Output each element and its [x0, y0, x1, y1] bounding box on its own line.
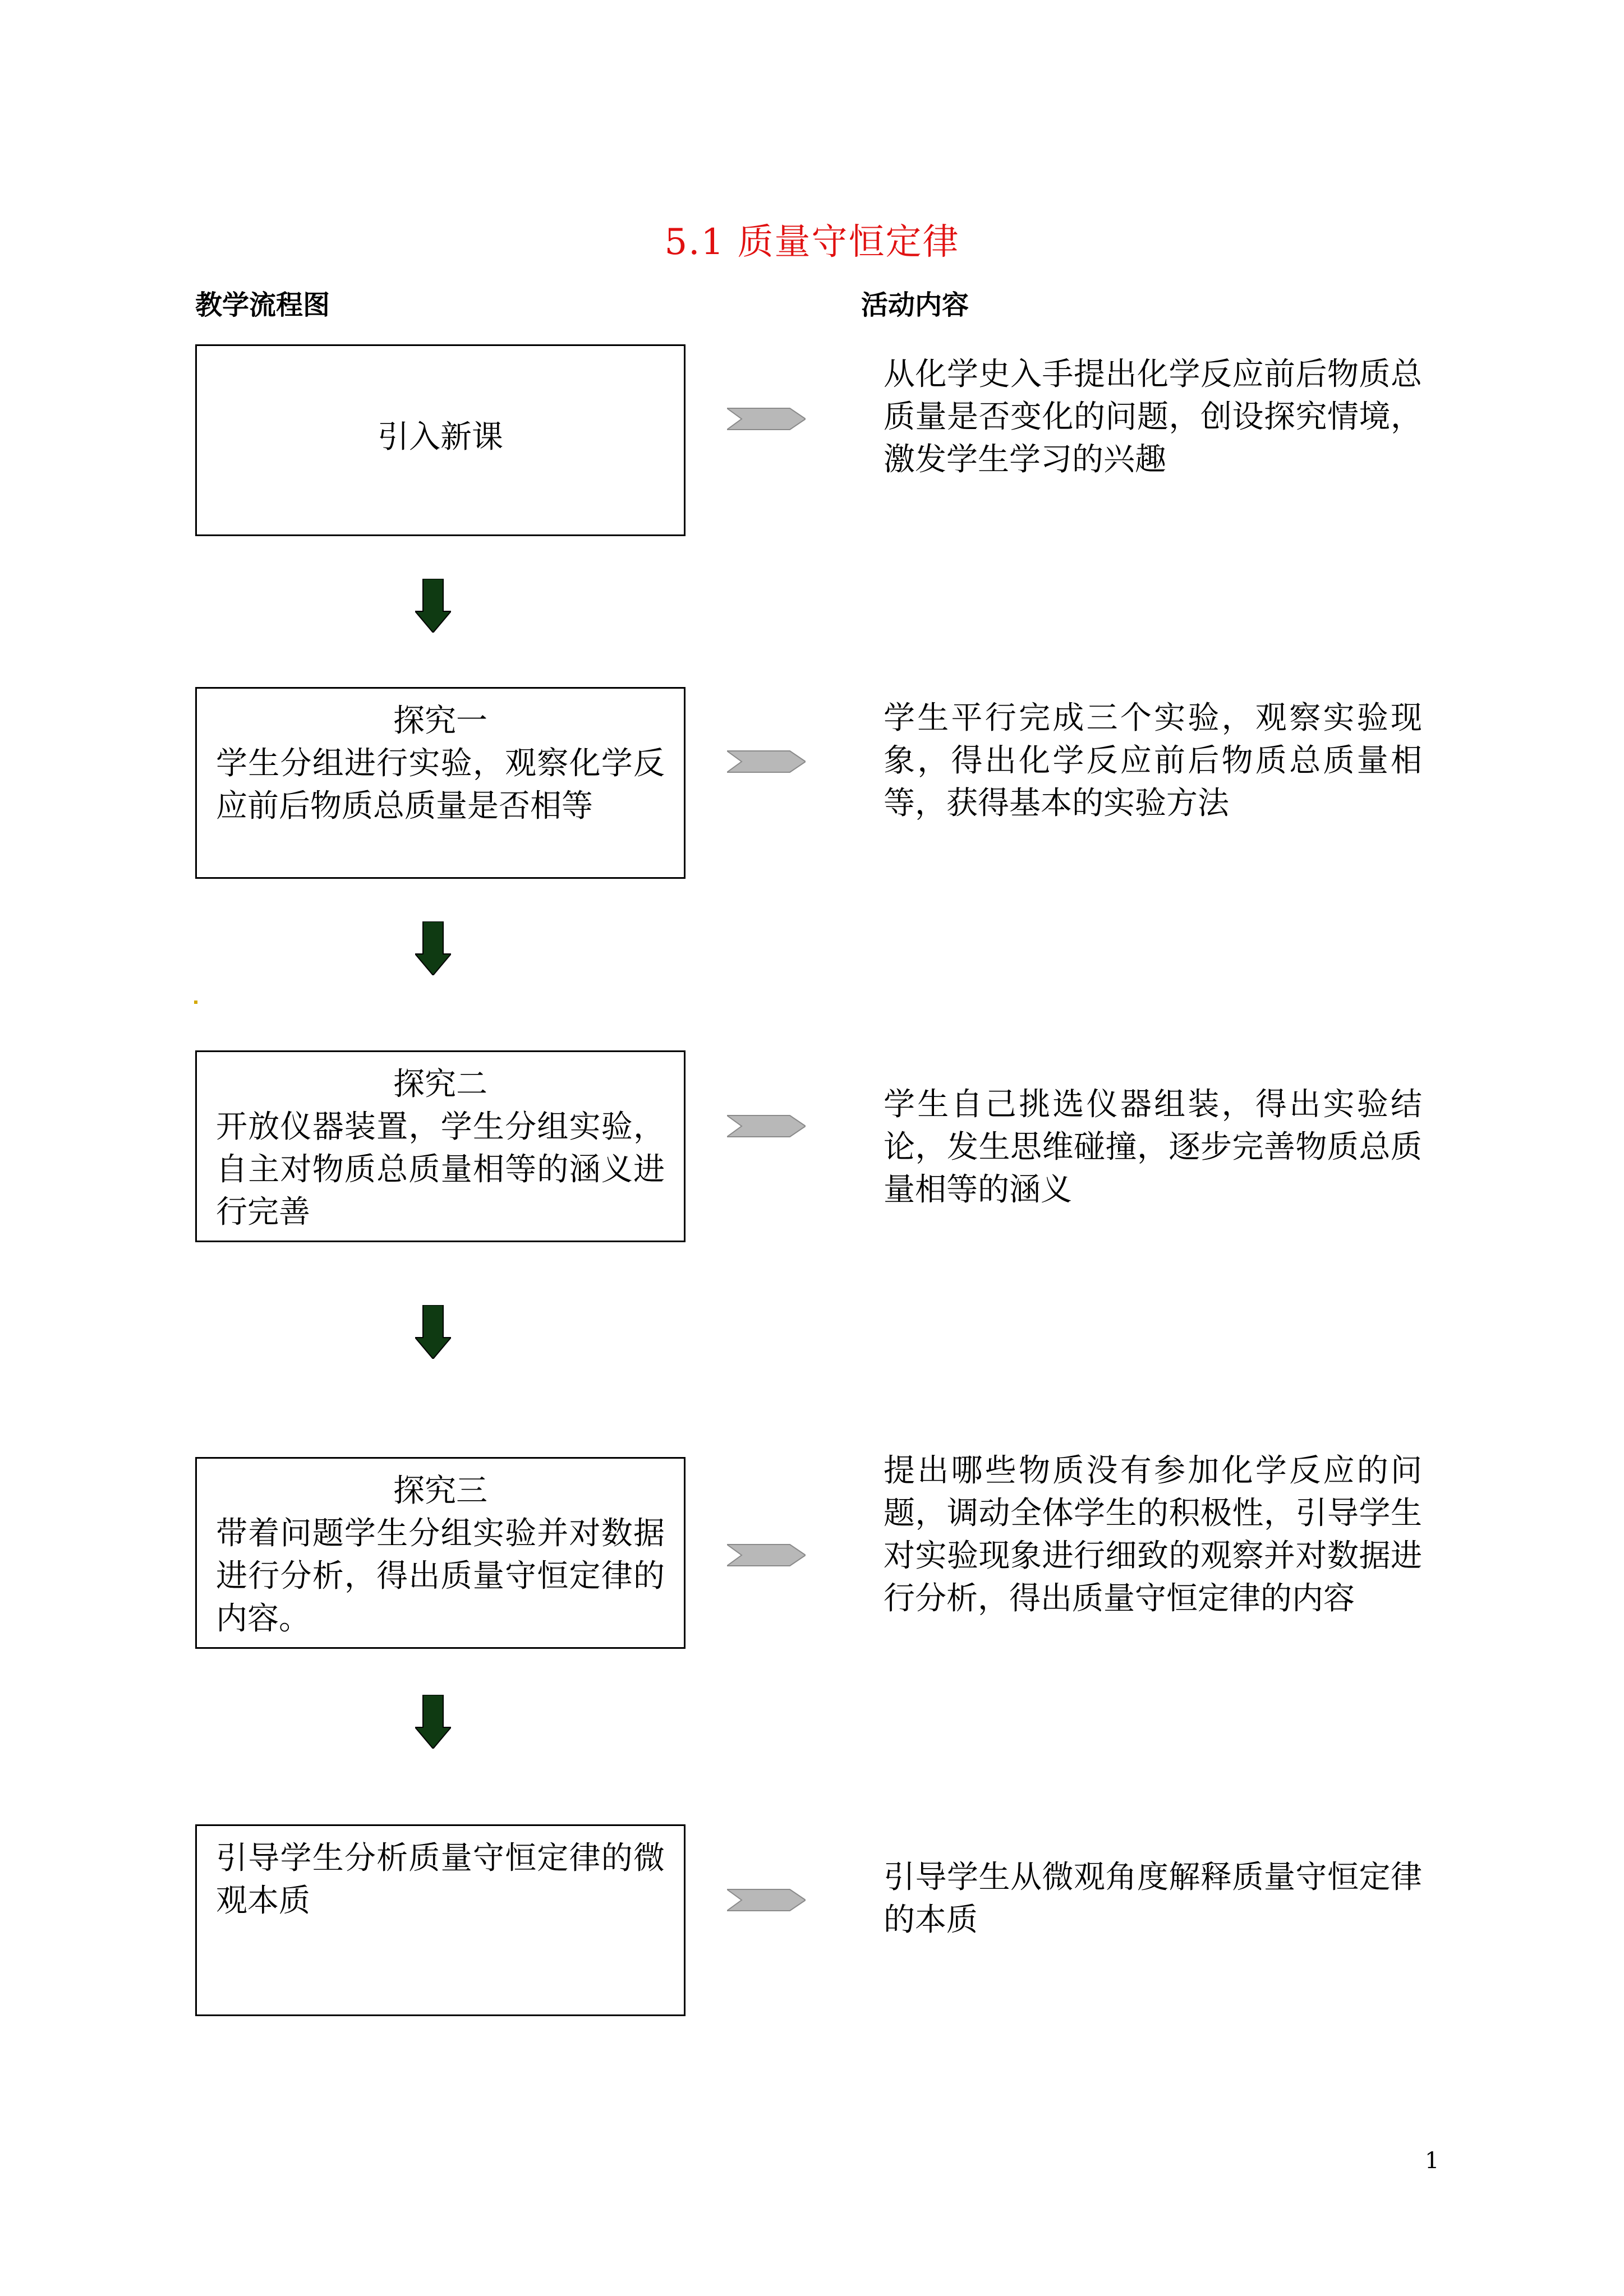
right-arrow-icon	[727, 1886, 806, 1914]
flow-box-body: 学生分组进行实验，观察化学反应前后物质总质量是否相等	[216, 745, 665, 824]
flow-box-body: 带着问题学生分组实验并对数据进行分析，得出质量守恒定律的内容。	[216, 1515, 665, 1637]
right-arrow-icon	[727, 1541, 806, 1569]
page-number: 1	[1425, 2148, 1439, 2174]
flow-box-head: 探究二	[393, 1066, 487, 1103]
right-arrow-icon	[727, 1112, 806, 1140]
right-arrow-icon	[727, 405, 806, 433]
stray-mark	[194, 1001, 197, 1004]
page-title: 5.1 质量守恒定律	[664, 222, 960, 263]
activity-text-explore-1: 学生平行完成三个实验，观察实验现象，得出化学反应前后物质总质量相等，获得基本的实验方法	[884, 700, 1422, 822]
flow-box-body: 引导学生分析质量守恒定律的微观本质	[216, 1840, 665, 1919]
flow-box-head: 引入新课	[378, 419, 503, 455]
flow-box-explore-2	[195, 1050, 686, 1242]
activity-text-intro: 从化学史入手提出化学反应前后物质总质量是否变化的问题，创设探究情境，激发学生学习的兴趣	[884, 356, 1422, 478]
activity-header: 活动内容	[861, 289, 969, 321]
flow-box-intro	[195, 344, 686, 536]
activity-text-explore-2: 学生自己挑选仪器组装，得出实验结论，发生思维碰撞，逐步完善物质总质量相等的涵义	[884, 1086, 1422, 1208]
flow-box-micro	[195, 1824, 686, 2016]
down-arrow-icon	[415, 921, 451, 975]
flow-box-body: 开放仪器装置，学生分组实验，自主对物质总质量相等的涵义进行完善	[216, 1109, 665, 1230]
flow-box-head: 探究三	[393, 1473, 487, 1509]
down-arrow-icon	[415, 579, 451, 633]
flow-box-explore-1	[195, 687, 686, 879]
down-arrow-icon	[415, 1305, 451, 1359]
flow-box-head: 探究一	[393, 703, 487, 739]
activity-text-micro: 引导学生从微观角度解释质量守恒定律的本质	[884, 1859, 1422, 1938]
activity-text-explore-3: 提出哪些物质没有参加化学反应的问题，调动全体学生的积极性，引导学生对实验现象进行细致的观察并对数据进行分析，得出质量守恒定律的内容	[884, 1453, 1422, 1617]
down-arrow-icon	[415, 1695, 451, 1749]
flow-box-explore-3	[195, 1457, 686, 1649]
flowchart-header: 教学流程图	[195, 289, 330, 321]
right-arrow-icon	[727, 748, 806, 776]
